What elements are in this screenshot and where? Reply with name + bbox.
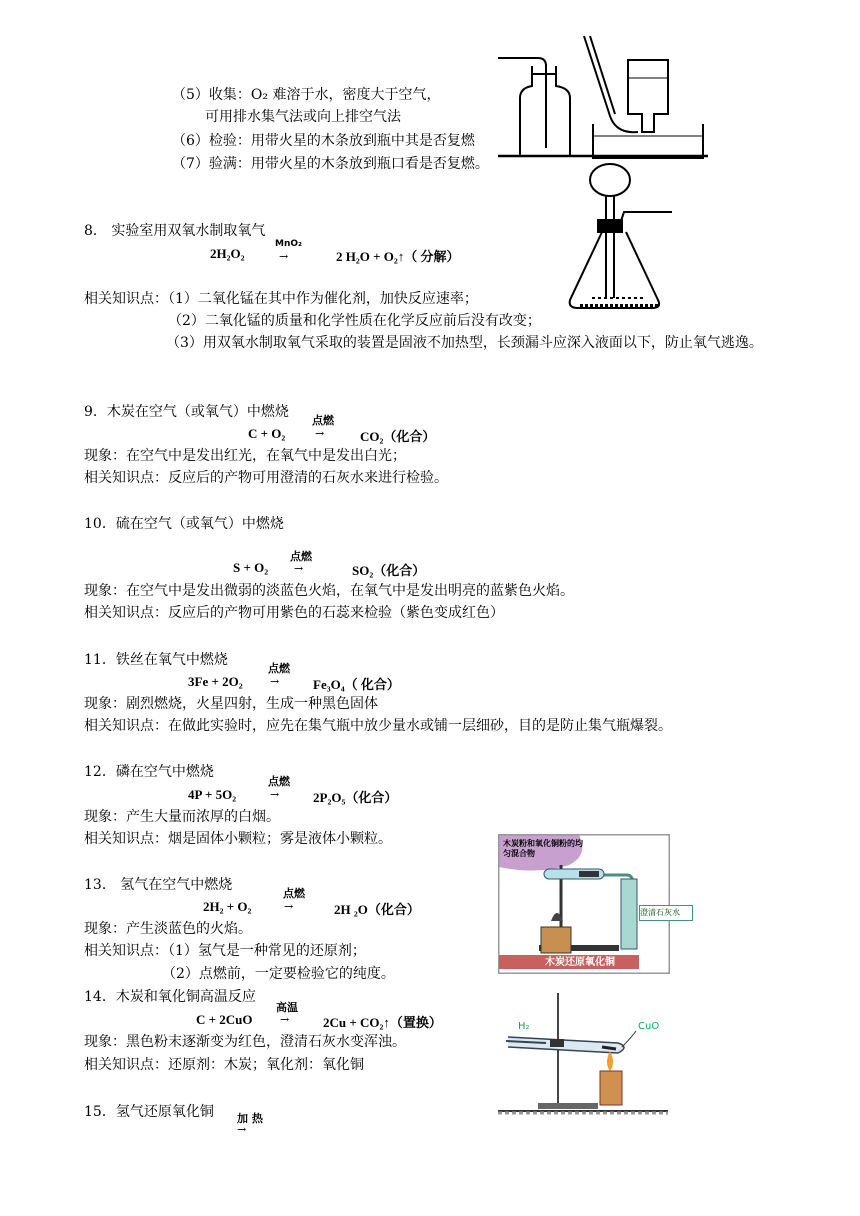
s8-rhs: 2 H₂O + O₂↑（ 分解） [336, 249, 460, 264]
s14-arrow: → [280, 1013, 290, 1026]
s12-rhs: 2P₂O₅（化合） [313, 790, 398, 805]
s12-phenomenon: 现象：产生大量而浓厚的白烟。 [84, 809, 280, 825]
s12-arrow: → [270, 788, 280, 801]
s10-condition: 点燃 [290, 550, 312, 563]
s10-arrow: → [294, 562, 304, 575]
hydrogen-reduction-figure [498, 985, 668, 1123]
s8-knowledge-2: （2）二氧化锰的质量和化学性质在化学反应前后没有改变； [168, 313, 541, 329]
h2-label: H₂ [518, 1021, 530, 1032]
carbon-mixture-label: 木炭粉和氧化铜粉的均匀混合物 [503, 839, 583, 858]
s8-condition: MnO₂ [275, 239, 302, 249]
s13-rhs: 2H ₂O（化合） [334, 902, 420, 917]
s8-arrow: → [279, 250, 289, 263]
s13-arrow: → [284, 900, 294, 913]
carbon-reduction-figure [498, 834, 680, 974]
cuo-label: CuO [638, 1021, 660, 1032]
s13-knowledge-2: （2）点燃前，一定要检验它的纯度。 [162, 966, 395, 982]
collect-line-1: （5）收集：O₂ 难溶于水，密度大于空气， [172, 87, 441, 103]
s9-phenomenon: 现象：在空气中是发出红光，在氧气中是发出白光； [84, 448, 406, 464]
s9-knowledge: 相关知识点：反应后的产物可用澄清的石灰水来进行检验。 [84, 470, 448, 486]
s9-title: 9．木炭在空气（或氧气）中燃烧 [84, 404, 289, 420]
s10-lhs: S + O₂ [233, 560, 269, 575]
s13-title: 13． 氢气在空气中燃烧 [84, 877, 233, 893]
s14-title: 14．木炭和氧化铜高温反应 [84, 989, 256, 1005]
s14-lhs: C + 2CuO [196, 1012, 253, 1027]
s12-condition: 点燃 [268, 775, 290, 788]
s14-knowledge: 相关知识点：还原剂：木炭；氧化剂：氧化铜 [84, 1057, 364, 1073]
s13-phenomenon: 现象：产生淡蓝色的火焰。 [84, 921, 252, 937]
collect-line-2: 可用排水集气法或向上排空气法 [205, 109, 401, 125]
s15-condition: 加 热 [237, 1112, 263, 1125]
s14-rhs: 2Cu + CO₂↑（置换） [323, 1015, 442, 1030]
s13-condition: 点燃 [283, 887, 305, 900]
flask-apparatus-figure [562, 158, 672, 313]
s9-condition: 点燃 [312, 414, 334, 427]
s8-knowledge-1: 相关知识点：（1）二氧化锰在其中作为催化剂，加快反应速率； [84, 291, 478, 307]
s12-title: 12．磷在空气中燃烧 [84, 764, 214, 780]
s11-condition: 点燃 [268, 662, 290, 675]
s13-lhs: 2H₂ + O₂ [203, 899, 252, 914]
s11-lhs: 3Fe + 2O₂ [188, 674, 243, 689]
s14-phenomenon: 现象：黑色粉末逐渐变为红色，澄清石灰水变浑浊。 [84, 1034, 406, 1050]
test-line: （6）检验：用带火星的木条放到瓶中其是否复燃 [172, 133, 475, 149]
carbon-caption: 木炭还原氧化铜 [545, 957, 615, 968]
s11-arrow: → [270, 675, 280, 688]
s12-lhs: 4P + 5O₂ [188, 787, 237, 802]
s10-knowledge: 相关知识点：反应后的产物可用紫色的石蕊来检验（紫色变成红色） [84, 605, 504, 621]
s8-title: 8． 实验室用双氧水制取氧气 [84, 223, 266, 239]
s13-knowledge-1: 相关知识点：（1）氢气是一种常见的还原剂； [84, 943, 366, 959]
gas-collection-figure [498, 36, 708, 161]
s11-knowledge: 相关知识点：在做此实验时，应先在集气瓶中放少量水或铺一层细砂，目的是防止集气瓶爆裂。 [84, 718, 672, 734]
s11-phenomenon: 现象：剧烈燃烧，火星四射，生成一种黑色固体 [84, 696, 378, 712]
s15-title: 15．氢气还原氧化铜 [84, 1104, 214, 1120]
s11-rhs: Fe₃O₄（ 化合） [313, 677, 400, 692]
s9-arrow: → [315, 427, 325, 440]
s10-rhs: SO₂（化合） [352, 563, 426, 578]
s8-lhs: 2H₂O₂ [210, 246, 245, 261]
s10-title: 10．硫在空气（或氧气）中燃烧 [84, 516, 284, 532]
s14-condition: 高温 [276, 1001, 298, 1014]
s9-lhs: C + O₂ [248, 426, 286, 441]
s10-phenomenon: 现象：在空气中是发出微弱的淡蓝色火焰，在氧气中是发出明亮的蓝紫色火焰。 [84, 583, 574, 599]
hydrogen-reduction-drawing [498, 985, 668, 1123]
s11-title: 11．铁丝在氧气中燃烧 [84, 652, 228, 668]
s12-knowledge: 相关知识点：烟是固体小颗粒；雾是液体小颗粒。 [84, 831, 392, 847]
full-line: （7）验满：用带火星的木条放到瓶口看是否复燃。 [172, 156, 489, 172]
s8-knowledge-3: （3）用双氧水制取氧气采取的装置是固液不加热型，长颈漏斗应深入液面以下，防止氧气逃逸。 [166, 335, 763, 351]
s9-rhs: CO₂（化合） [360, 429, 436, 444]
s15-arrow: → [237, 1123, 247, 1136]
limewater-label: 澄清石灰水 [639, 905, 693, 921]
